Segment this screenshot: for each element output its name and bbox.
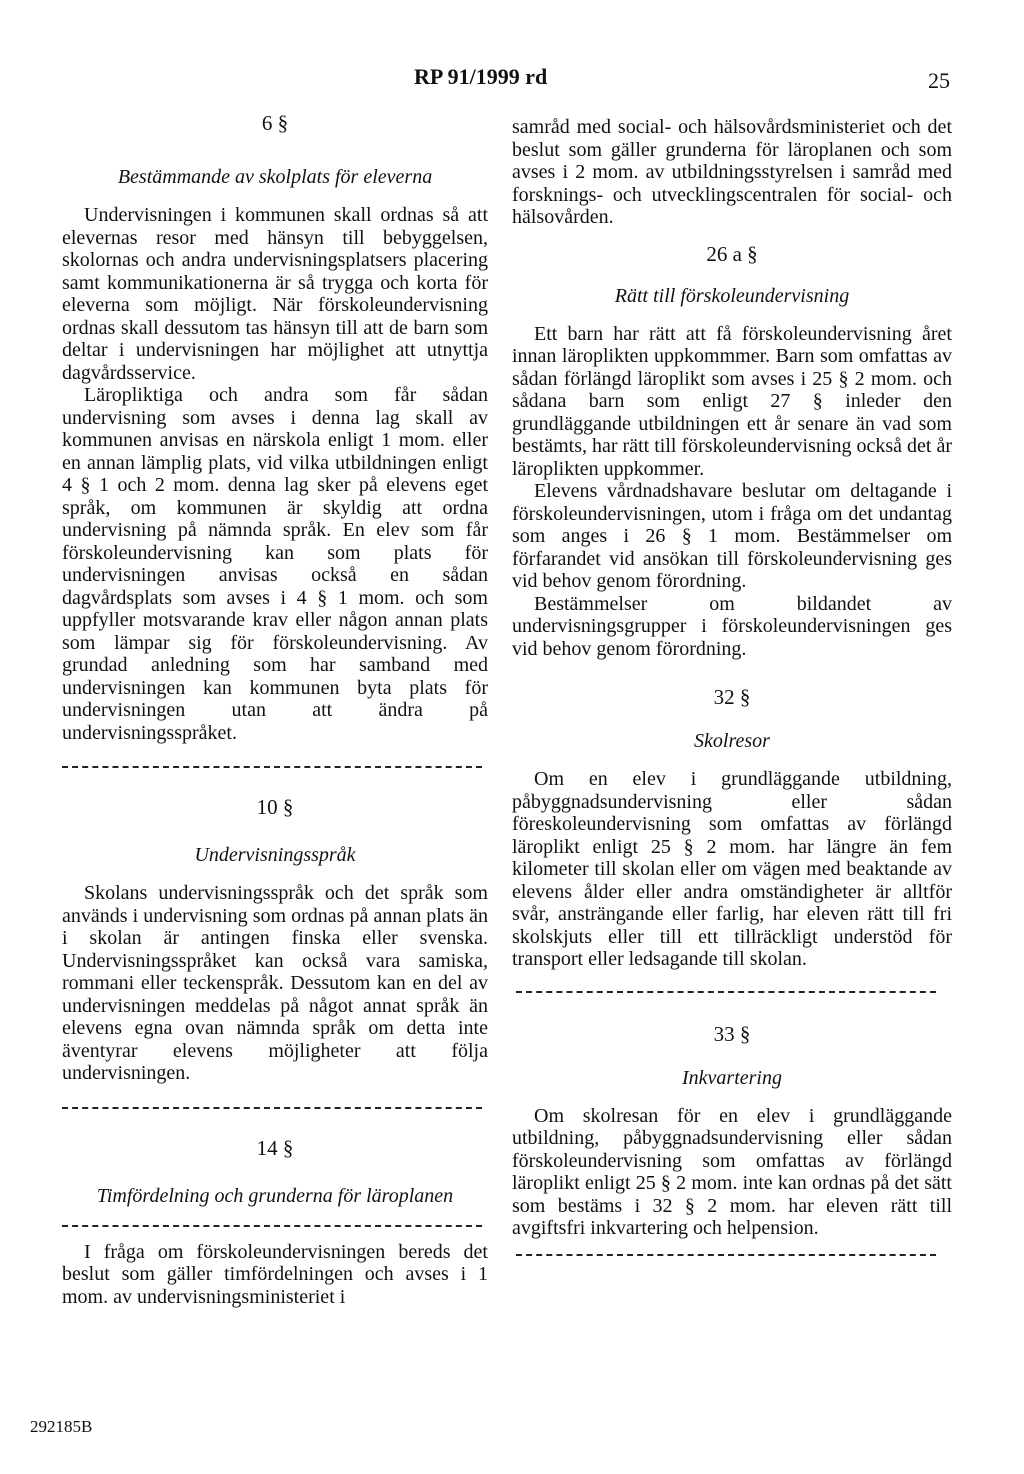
page-header — [0, 64, 1024, 94]
page-number: 25 — [928, 68, 950, 93]
section-separator — [516, 991, 936, 993]
section-separator — [62, 1225, 482, 1227]
section-26a-paragraph-1: Ett barn har rätt att få förskoleundervisning året innan läroplikten uppkommmer. Barn som omfattas av sådan förlängd läroplikt som avses i 25 § 2 mom. och sådana barn som enligt 27 § inleder den grundläggande utbildningen ett år senare än vad som bestämts, har rätt till förskoleundervisning också det år läroplikten uppkommer. — [512, 322, 952, 480]
section-32-number: 32 § — [713, 685, 751, 709]
section-separator — [62, 766, 482, 768]
section-26a-title: Rätt till förskoleundervisning — [614, 284, 850, 307]
continued-paragraph: samråd med social- och hälsovårdsministeriet och det beslut som gäller grunderna för läroplanen och som avses i 2 mom. av utbildningsstyrelsen i samråd med forsknings- och utvecklingscentralen för social- och hälsovården. — [512, 116, 952, 228]
section-10-paragraph-1: Skolans undervisningsspråk och det språk som används i undervisning som ordnas på annan plats än i skolan är antingen finska eller svenska. Undervisningsspråket kan också vara samiska, rommani eller teckenspråk. Dessutom kan en del av undervisningen meddelas på något annat språk än elevens egna ovan nämnda språk om detta inte äventyrar elevens möjligheter att följa undervisningen. — [62, 882, 488, 1084]
section-26a-number: 26 a § — [706, 241, 758, 266]
section-6-title: Bestämmande av skolplats för eleverna — [117, 166, 433, 188]
section-10-number: 10 § — [256, 795, 294, 819]
section-32-paragraph-1: Om en elev i grundläggande utbildning, påbyggnadsundervisning eller sådan föreskoleundervisning som omfattas av förlängd läroplikt enligt 25 § 2 mom. har längre än fem kilometer till skolan eller om vägen med beaktande av elevens ålder eller andra omständigheter är alltför svår, ansträngande eller farlig, har eleven rätt till fri skolskjuts eller till ett tillräckligt understöd för transport eller ledsagande till skolan. — [512, 768, 952, 970]
section-26a-paragraph-3: Bestämmelser om bildandet av undervisningsgrupper i förskoleundervisningen ges vid behov genom förordning. — [512, 592, 952, 660]
section-26a-paragraph-2: Elevens vårdnadshavare beslutar om deltagande i förskoleundervisningen, utom i fråga om det undantag som anges i 26 § 1 mom. Bestämmelser om förfarandet vid ansökan till förskoleundervisning ges vid behov genom förordning. — [512, 480, 952, 592]
section-10-title: Undervisningsspråk — [194, 844, 356, 866]
section-33-title: Inkvartering — [682, 1066, 782, 1089]
section-6-paragraph-2: Läropliktiga och andra som får sådan undervisning som avses i denna lag skall av kommunen anvisas en närskola enligt 1 mom. eller en annan lämplig plats, vid vilka utbildningen enligt 4 § 1 och 2 mom. denna lag sker på elevens eget språk, om kommunen är skyldig att ordna undervisning på nämnda språk. En elev som får förskoleundervisning kan som plats för undervisningen anvisas också en sådan dagvårdsplats som avses i 4 § 1 mom. och som uppfyller motsvarande krav eller någon annan plats som lämpar sig för förskoleundervisning. Av grundad anledning som har samband med undervisningen kan kommunen byta plats för undervisningen utan att ändra på undervisningsspråket. — [62, 384, 488, 744]
section-6-number: 6 § — [261, 111, 289, 135]
section-32-title: Skolresor — [694, 730, 770, 752]
section-14-paragraph-1: I fråga om förskoleundervisningen bereds det beslut som gäller timfördelningen och avses i 1 mom. av undervisningsministeriet i — [62, 1240, 488, 1308]
right-column — [512, 106, 952, 1256]
section-14-title: Timfördelning och grunderna för läroplanen — [96, 1184, 454, 1207]
section-33-number: 33 § — [713, 1021, 751, 1046]
document-title: RP 91/1999 rd — [414, 64, 548, 89]
section-separator — [62, 1107, 482, 1109]
section-6-paragraph-1: Undervisningen i kommunen skall ordnas så att elevernas resor med hänsyn till bebyggelsen, skolornas och andra undervisningsplatsers placering samt kommunikationerna är så trygga och korta för eleverna som möjligt. När förskoleundervisning ordnas skall dessutom tas hänsyn till att de barn som deltar i undervisningen har möjlighet att utnyttja dagvårdsservice. — [62, 204, 488, 384]
section-33-paragraph-1: Om skolresan för en elev i grundläggande utbildning, påbyggnadsundervisning eller sådan förskoleundervisning som omfattas av förlängd läroplikt enligt 25 § 2 mom. inte kan ordnas på det sätt som bestäms i 32 § 2 mom. har eleven rätt till avgiftsfri inkvartering och helpension. — [512, 1104, 952, 1239]
print-code: 292185B — [30, 1417, 93, 1436]
left-column — [62, 106, 488, 1308]
section-14-number: 14 § — [256, 1135, 294, 1160]
section-separator — [516, 1254, 936, 1256]
